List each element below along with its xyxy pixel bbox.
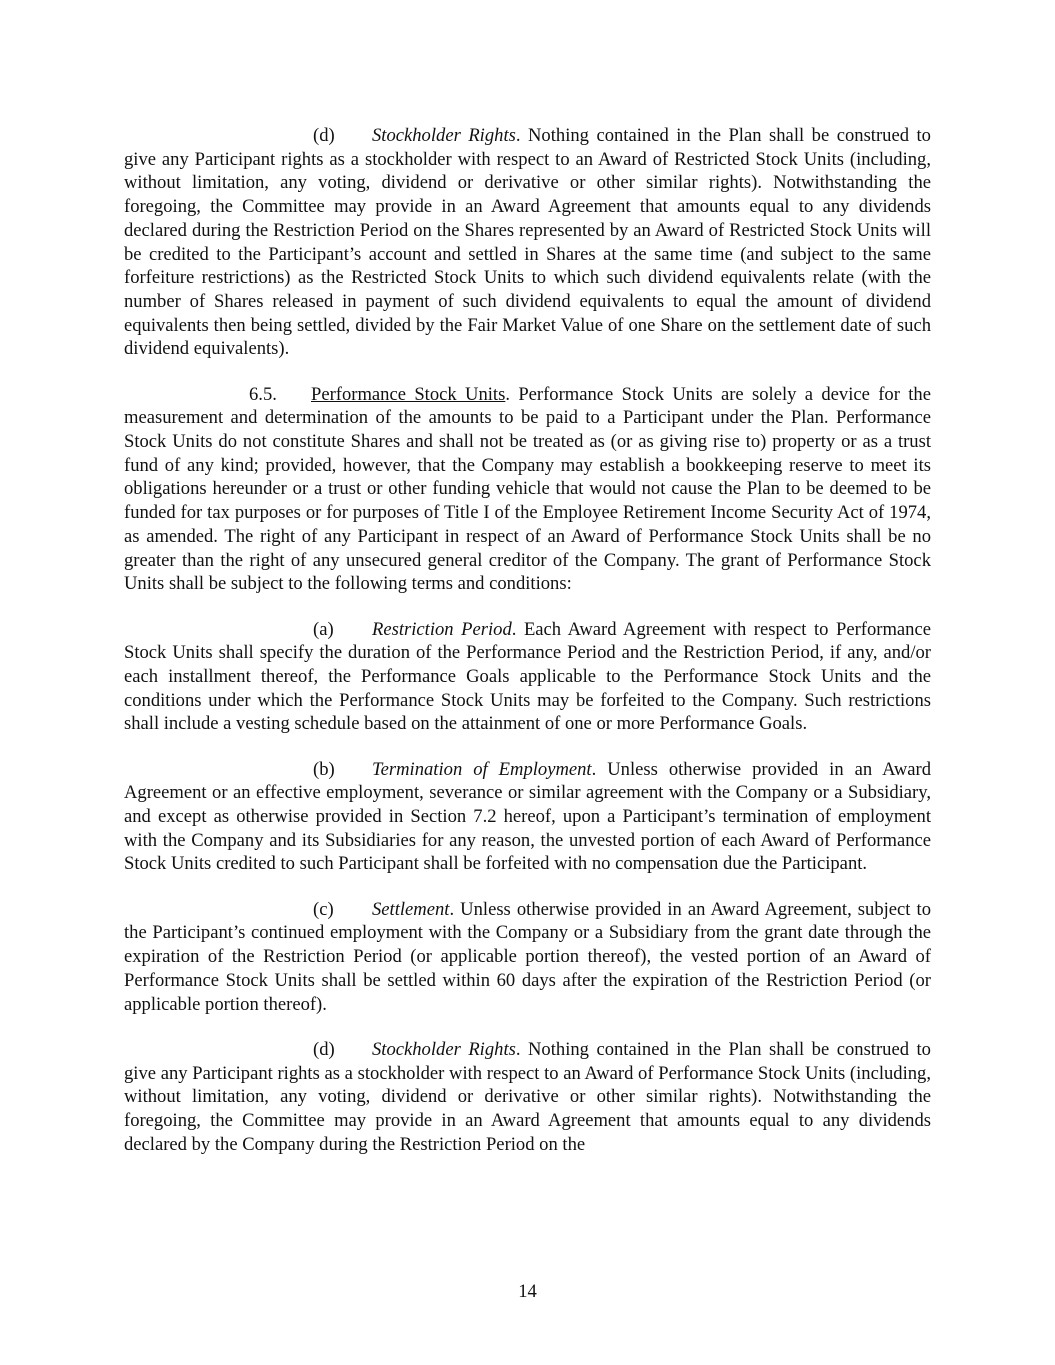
section-6-5-performance-stock-units bbox=[124, 383, 931, 596]
paragraph-rsu-stockholder-rights bbox=[124, 124, 931, 361]
paragraph-number: (b) bbox=[313, 758, 335, 780]
paragraph-number: (a) bbox=[313, 618, 334, 640]
paragraph-body: . Unless otherwise provided in an Award Agreement, subject to the Participant’s continued employment with the Company or a Subsidiary from the grant date through the expiration of the Restriction Period (or applicable portion thereof), the vested portion of an Award of Performance Stock Units shall be settled within 60 days after the expiration of the Restriction Period (or applicable portion thereof). bbox=[124, 898, 931, 1015]
paragraph-heading: Termination of Employment bbox=[372, 758, 592, 780]
paragraph-body: . Unless otherwise provided in an Award Agreement or an effective employment, severance or similar agreement with the Company or a Subsidiary, and except as otherwise provided in Section 7.2 hereof, upon a Participant’s termination of employment with the Company and its Subsidiaries for any reason, the unvested portion of each Award of Performance Stock Units credited to such Participant shall be forfeited with no compensation due the Participant. bbox=[124, 758, 932, 875]
paragraph-heading: Settlement bbox=[372, 898, 450, 920]
paragraph-heading: Restriction Period bbox=[372, 618, 512, 640]
paragraph-body: . Each Award Agreement with respect to Performance Stock Units shall specify the duration of the Performance Period and the Restriction Period, if any, and/or each installment thereof, the Performance Goals applicable to the Performance Stock Units and the conditions under which the Performance Stock Units may be forfeited to the Company. Such restrictions shall include a vesting schedule based on the attainment of one or more Performance Goals. bbox=[124, 618, 931, 735]
paragraph-number: (c) bbox=[313, 898, 334, 920]
paragraph-settlement bbox=[124, 898, 931, 1017]
document-page bbox=[124, 124, 931, 1178]
paragraph-body: . Nothing contained in the Plan shall be construed to give any Participant rights as a stockholder with respect to an Award of Restricted Stock Units (including, without limitation, any voting, dividend or derivative or other similar rights). Notwithstanding the foregoing, the Committee may provide in an Award Agreement that amounts equal to any dividends declared during the Restriction Period on the Shares represented by an Award of Restricted Stock Units will be credited to the Participant’s account and settled in Shares at the same time (and subject to the same forfeiture restrictions) as the Restricted Stock Units to which such dividend equivalents relate (with the number of Shares released in payment of such dividend equivalents to equal the amount of dividend equivalents then being settled, divided by the Fair Market Value of one Share on the settlement date of such dividend equivalents). bbox=[124, 125, 931, 360]
section-heading: Performance Stock Units bbox=[311, 383, 506, 405]
paragraph-body: . Nothing contained in the Plan shall be construed to give any Participant rights as a stockholder with respect to an Award of Performance Stock Units (including, without limitation, any voting, dividend or derivative or other similar rights). Notwithstanding the foregoing, the Committee may provide in an Award Agreement that amounts equal to any dividends declared by the Company during the Restriction Period on the bbox=[124, 1038, 931, 1155]
paragraph-number: (d) bbox=[313, 1038, 335, 1060]
page-number: 14 bbox=[518, 1281, 537, 1302]
paragraph-heading: Stockholder Rights bbox=[372, 125, 516, 146]
paragraph-psu-stockholder-rights bbox=[124, 1038, 931, 1157]
section-number: 6.5. bbox=[249, 383, 277, 405]
paragraph-restriction-period bbox=[124, 618, 931, 737]
paragraph-number: (d) bbox=[313, 125, 335, 146]
paragraph-body: . Performance Stock Units are solely a device for the measurement and determination of the amounts to be paid to a Participant under the Plan. Performance Stock Units do not constitute Shares and shall not be treated as (or as giving rise to) property or as a trust fund of any kind; provided, however, that the Company may establish a bookkeeping reserve to meet its obligations hereunder or a trust or other funding vehicle that would not cause the Plan to be deemed to be funded for tax purposes or for purposes of Title I of the Employee Retirement Income Security Act of 1974, as amended. The right of any Participant in respect of an Award of Performance Stock Units shall be no greater than the right of any unsecured general creditor of the Company. The grant of Performance Stock Units shall be subject to the following terms and conditions: bbox=[124, 383, 931, 595]
paragraph-termination-of-employment bbox=[124, 758, 931, 877]
paragraph-heading: Stockholder Rights bbox=[372, 1038, 516, 1060]
